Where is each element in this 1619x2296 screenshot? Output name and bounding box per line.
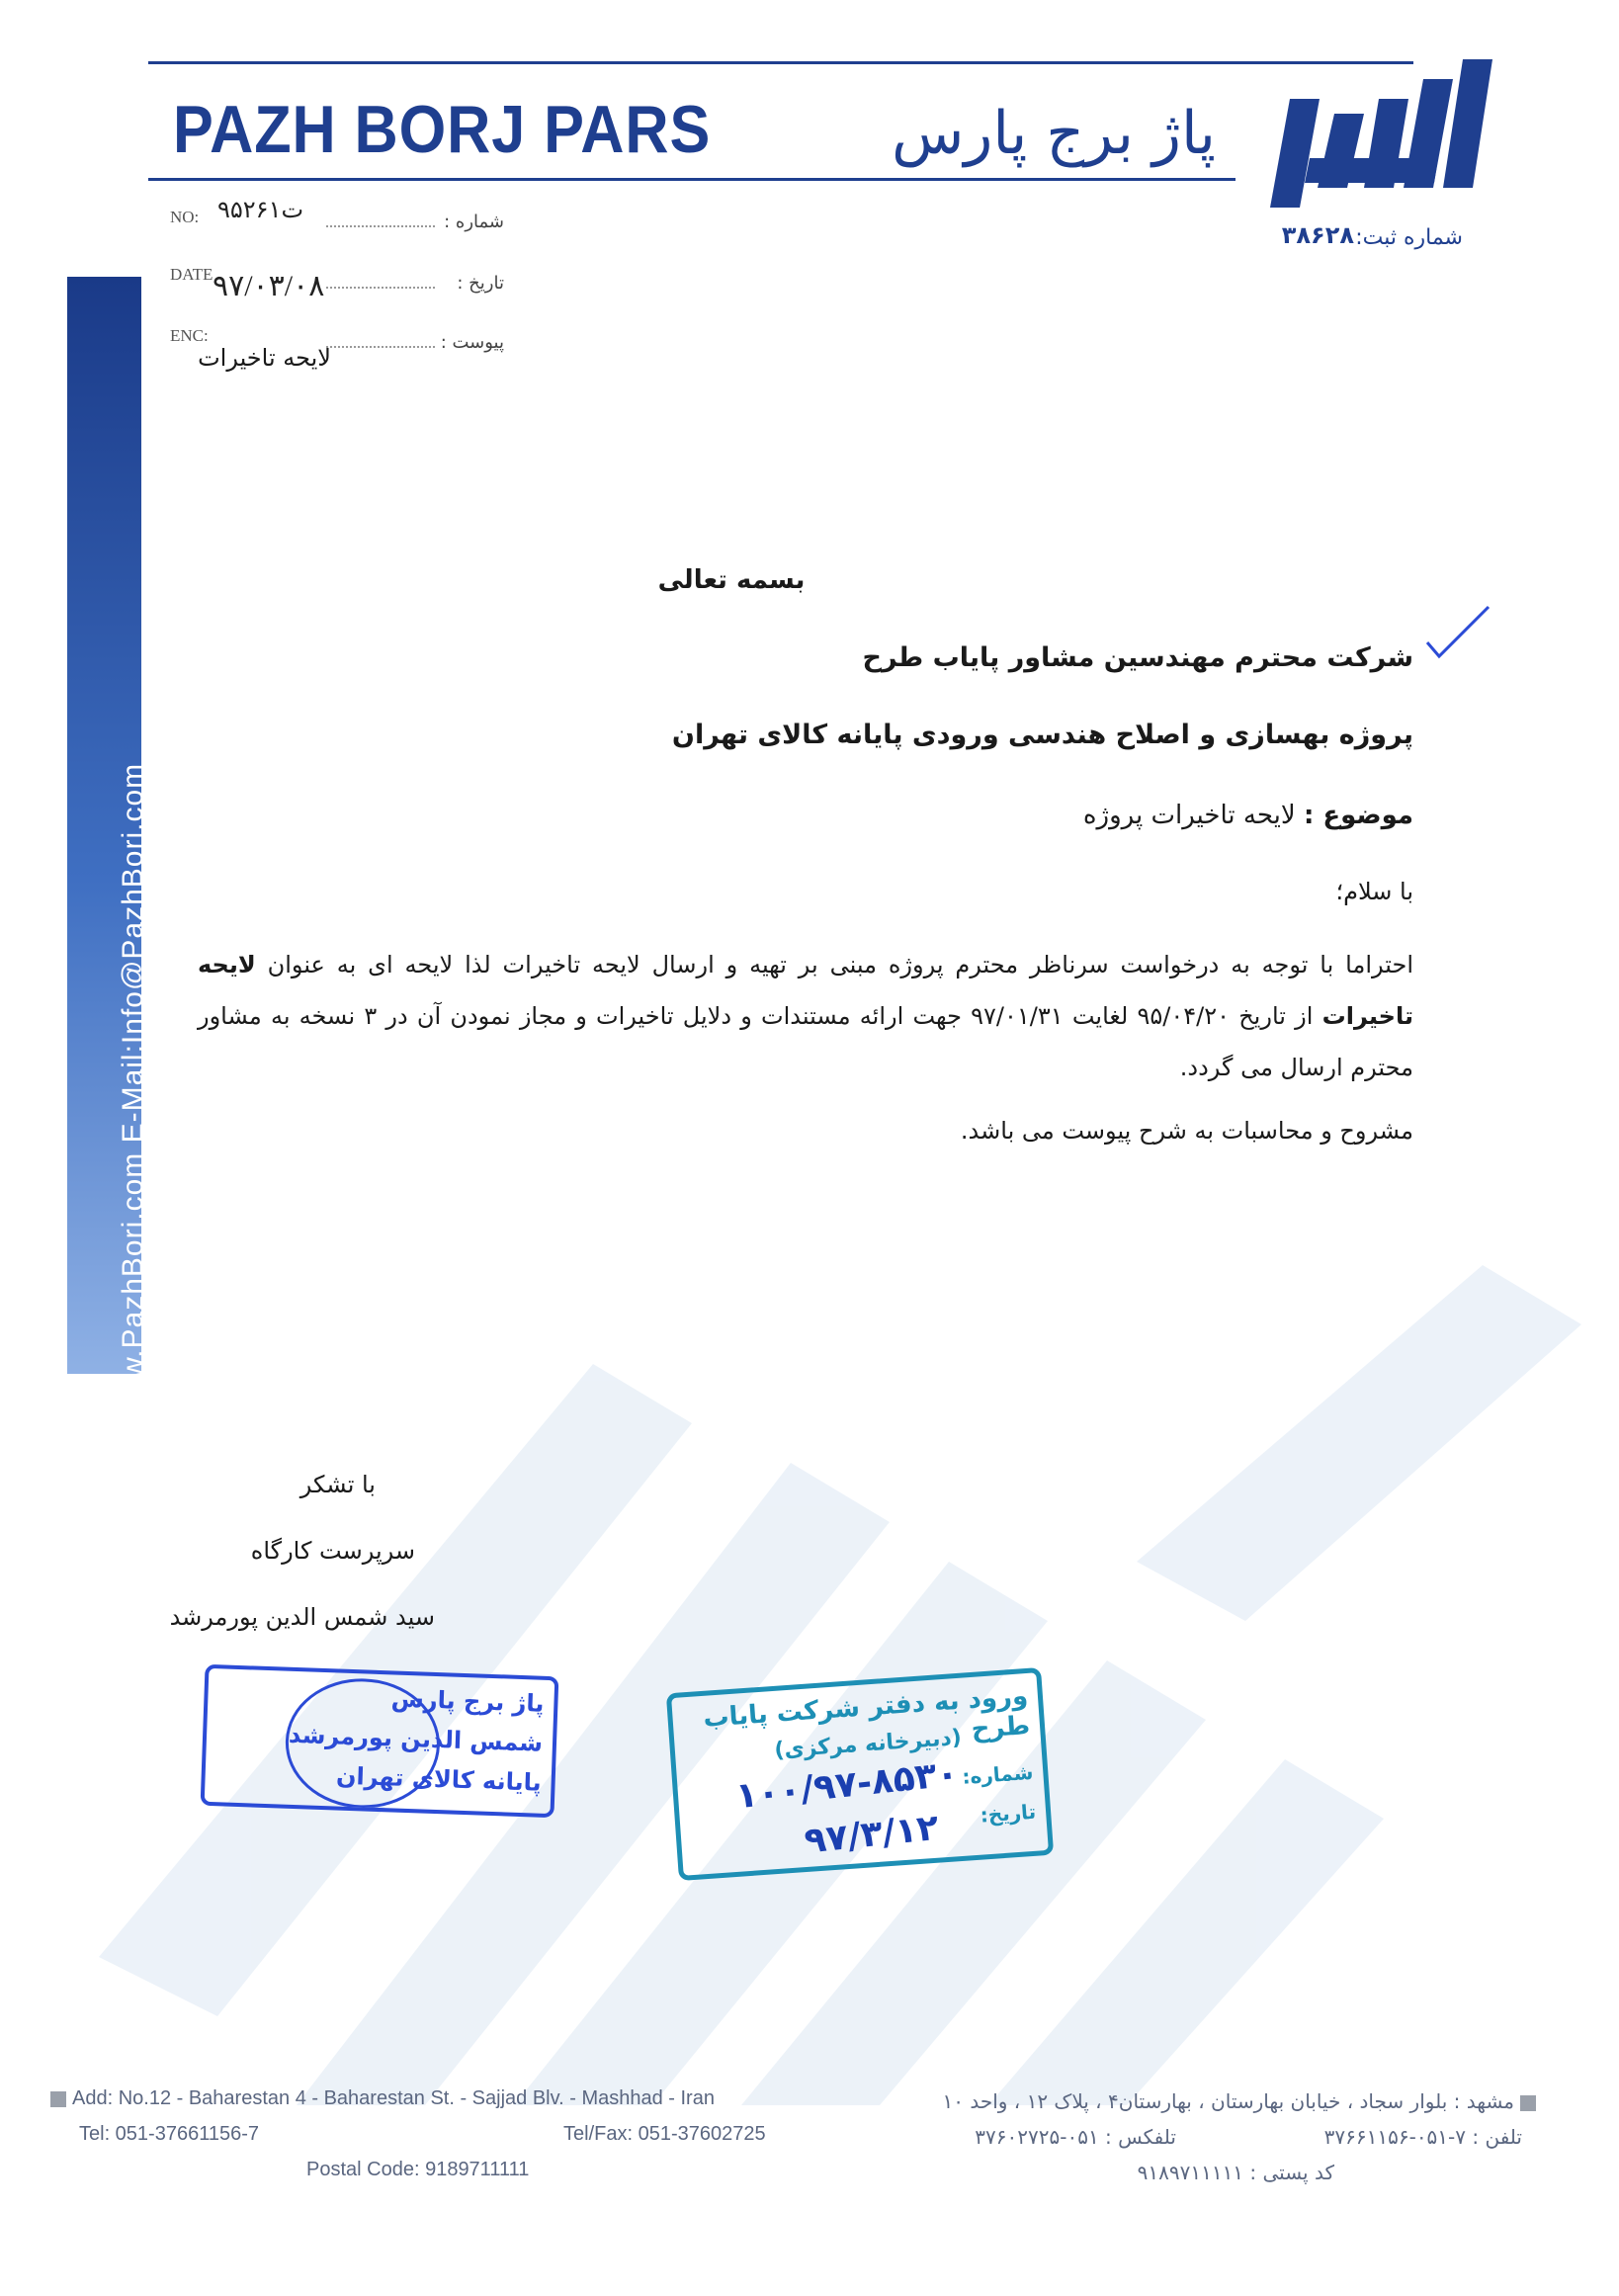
- brand-name-english: PAZH BORJ PARS: [173, 92, 712, 167]
- header-top-rule: [148, 61, 1413, 64]
- body-paragraph: [198, 939, 1413, 1093]
- footer-bullet-icon: [1520, 2095, 1536, 2111]
- contact-sidebar: [67, 277, 149, 1570]
- body-paragraph-rest: از تاریخ ۹۵/۰۴/۲۰ لغایت ۹۷/۰۱/۳۱ جهت ارائه مستندات و دلایل تاخیرات و مجاز نمودن آن در ۳ نسخه به مشاور محترم ارسال می گردد.: [198, 1002, 1413, 1081]
- date-label-fa: تاریخ :: [457, 273, 504, 294]
- receipt-stamp-title: ورود به دفتر شرکت پایاب طرح: [702, 1680, 1032, 1744]
- company-stamp: [201, 1664, 559, 1818]
- letter-date: ۹۷/۰۳/۰۸: [213, 270, 325, 302]
- signer-name: سید شمس الدین پورمرشد: [169, 1603, 435, 1631]
- body-paragraph-intro: احتراما با توجه به درخواست سرناظر محترم پروژه مبنی بر تهیه و ارسال لایحه تاخیرات لذا لایحه ای به عنوان: [267, 951, 1414, 978]
- footer-address-en: [44, 2087, 715, 2110]
- attachment-note: مشروح و محاسبات به شرح پیوست می باشد.: [960, 1117, 1413, 1145]
- company-stamp-line3: پایانه کالای تهران: [335, 1761, 543, 1797]
- footer-postal-fa: کد پستی : ۹۱۸۹۷۱۱۱۱۱: [1137, 2161, 1334, 2184]
- no-label-fa: شماره :: [444, 212, 504, 232]
- subject-label: موضوع :: [1303, 801, 1413, 830]
- receipt-number-handwritten: ۱۰۰/۹۷-۸۵۳۰: [733, 1753, 961, 1818]
- receipt-date-handwritten: ۹۷/۳/۱۲: [802, 1807, 941, 1862]
- enclosure-value: لایحه تاخیرات: [198, 344, 331, 372]
- footer-tel-en: Tel: 051-37661156-7: [79, 2123, 259, 2145]
- footer-tel-fa: تلفن : ۷-۰۵۱-۳۷۶۶۱۱۵۶: [1323, 2125, 1522, 2149]
- receipt-stamp-subtitle: (دبیرخانه مرکزی): [773, 1725, 963, 1763]
- receipt-date-label: تاریخ:: [979, 1799, 1037, 1828]
- footer-bullet-icon: [50, 2091, 66, 2107]
- footer-address-fa: [890, 2089, 1542, 2113]
- footer-fax-fa: تلفکس : ۰۵۱-۳۷۶۰۲۷۲۵: [975, 2125, 1176, 2149]
- bismillah-heading: بسمه تعالی: [657, 565, 806, 595]
- letter-number: ۹۵ت۲۶۱: [217, 198, 304, 223]
- company-stamp-line1: پاژ برج پارس: [390, 1684, 545, 1718]
- greeting: با سلام؛: [1335, 878, 1413, 905]
- no-label-en: NO:: [170, 208, 200, 226]
- closing-thanks: با تشکر: [299, 1471, 376, 1498]
- checkmark-icon: [1423, 603, 1492, 662]
- receipt-number-label: شماره:: [961, 1759, 1035, 1789]
- addressee: شرکت محترم مهندسین مشاور پایاب طرح: [862, 642, 1413, 673]
- header-bottom-rule: [148, 178, 1236, 181]
- date-label-en: DATE: [170, 265, 213, 284]
- body-paragraph-bold: لایحه تاخیرات: [198, 951, 1413, 1030]
- contact-sidebar-text: Web Site: www.PazhBorj.com E-Mail:Info@PazhBorj.com: [117, 762, 149, 1570]
- company-logo: [1250, 59, 1497, 208]
- registration-number: ۳۸۶۲۸: [1281, 221, 1354, 249]
- footer-address-fa-text: مشهد : بلوار سجاد ، خیابان بهارستان ، بهارستان۴ ، پلاک ۱۲ ، واحد ۱۰: [942, 2089, 1514, 2113]
- subject-text: لایحه تاخیرات پروژه: [1082, 801, 1296, 830]
- subject-line: [692, 801, 1413, 830]
- registration-label: شماره ثبت:: [1355, 225, 1463, 250]
- footer-postal-en: Postal Code: 9189711111: [306, 2159, 530, 2180]
- footer-address-en-text: Add: No.12 - Baharestan 4 - Baharestan St. - Sajjad Blv. - Mashhad - Iran: [72, 2087, 715, 2109]
- company-stamp-line2: شمس الدین پورمرشد: [288, 1720, 544, 1757]
- signer-title: سرپرست کارگاه: [250, 1537, 415, 1565]
- footer-telfax-en: Tel/Fax: 051-37602725: [563, 2123, 766, 2145]
- enc-label-en: ENC:: [170, 326, 209, 345]
- enc-label-fa: پیوست :: [440, 332, 504, 353]
- brand-name-persian: پاژ برج پارس: [892, 99, 1216, 168]
- project-title: پروژه بهسازی و اصلاح هندسی ورودی پایانه کالای تهران: [671, 720, 1413, 750]
